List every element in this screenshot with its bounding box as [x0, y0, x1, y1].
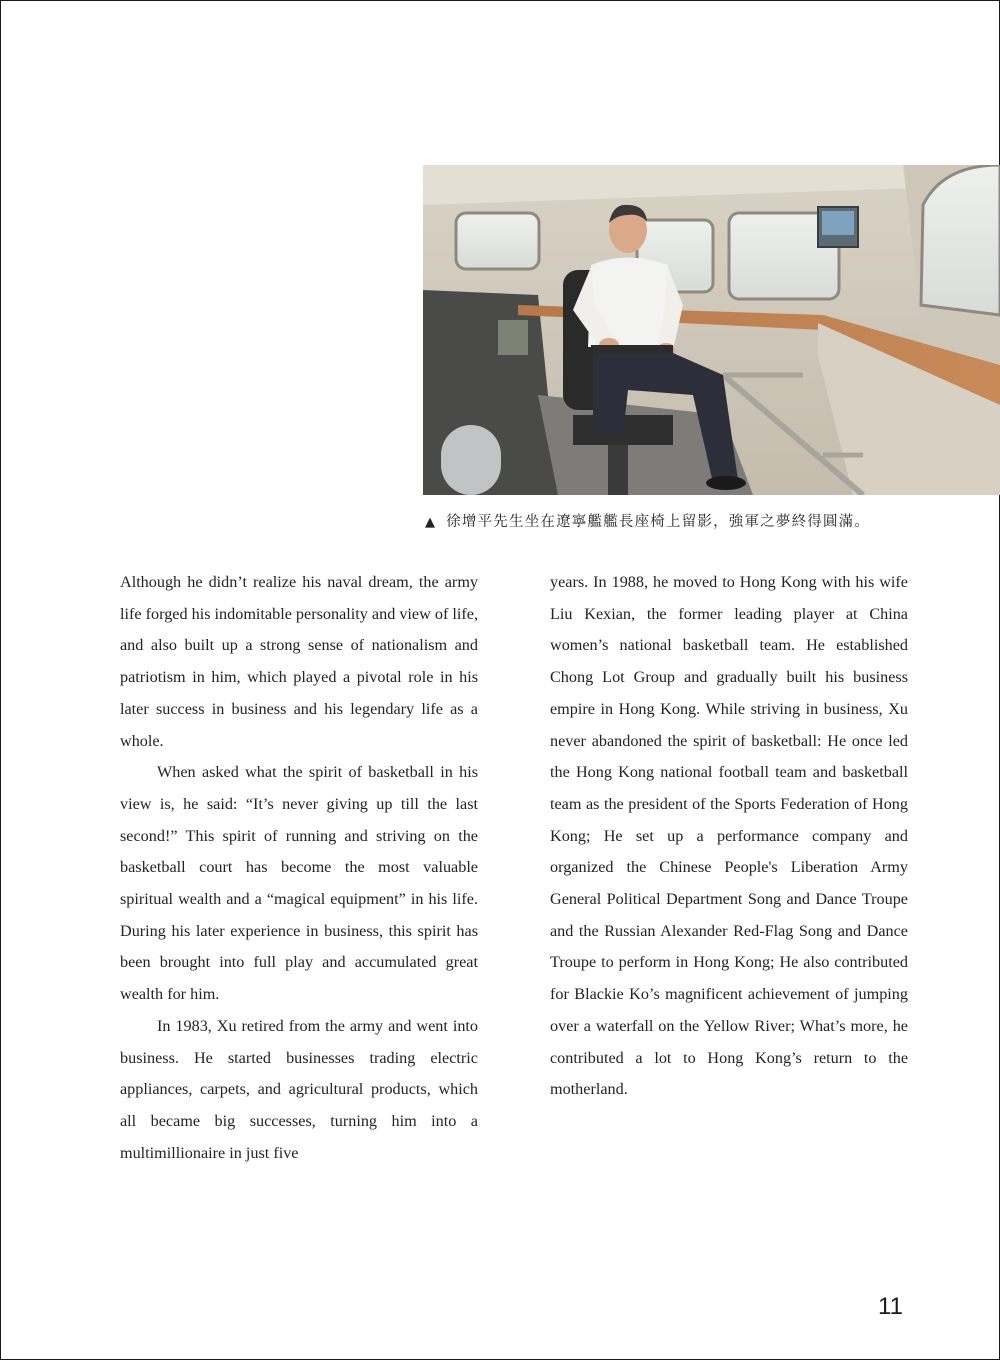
paragraph: When asked what the spirit of basketball in his view is, he said: “It’s never giving up till the last second!” This spirit of running and striving on the basketball court has become the most valuable spiritual wealth and a “magical equipment” in his life. During his later experience in business, this spirit has been brought into full play and accumulated great wealth for him. — [120, 763, 478, 1004]
caption-text: 徐增平先生坐在遼寧艦艦長座椅上留影，強軍之夢終得圓滿。 — [446, 514, 871, 530]
paragraph: years. In 1988, he moved to Hong Kong with his wife Liu Kexian, the former leading player at China women’s national basketball team. He established Chong Lot Group and gradually built his business empire in Hong Kong. While striving in business, Xu never abandoned the spirit of basketball: He once led the Hong Kong national football team and basketball team as the president of the Sports Federation of Hong Kong; He set up a performance company and organized the Chinese People's Liberation Army General Political Department Song and Dance Troupe and the Russian Alexander Red-Flag Song and Dance Troupe to perform in Hong Kong; He also contributed for Blackie Ko’s magnificent achievement of jumping over a waterfall on the Yellow River; What’s more, he contributed a lot to Hong Kong’s return to the motherland. — [550, 573, 908, 1099]
right-column — [550, 567, 908, 1106]
triangle-marker-icon: ▲ — [425, 515, 437, 530]
bridge-photo — [423, 165, 1000, 495]
photo-caption — [425, 510, 985, 534]
paragraph: In 1983, Xu retired from the army and went into business. He started businesses trading electric appliances, carpets, and agricultural products, which all became big successes, turning him into a multimillionaire in just five — [120, 1016, 478, 1162]
paragraph: Although he didn’t realize his naval dream, the army life forged his indomitable personality and view of life, and also built up a strong sense of nationalism and patriotism in him, which played a pivotal role in his later success in business and his legendary life as a whole. — [120, 573, 478, 750]
left-column — [120, 567, 478, 1169]
page-number: 11 — [878, 1293, 903, 1320]
